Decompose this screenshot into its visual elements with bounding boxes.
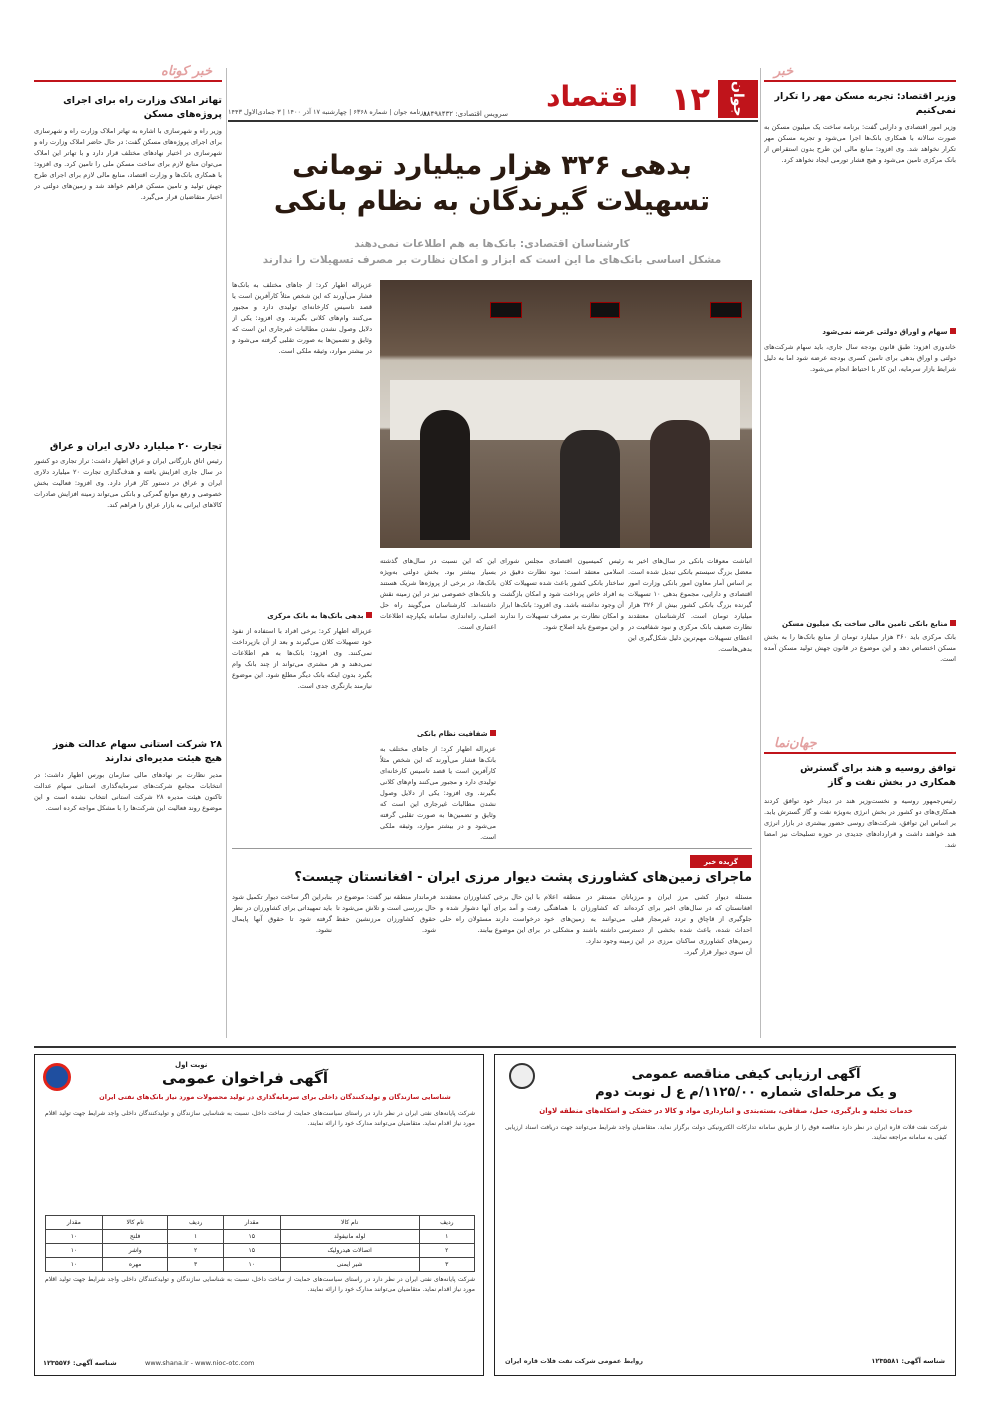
main-sub-2: مشکل اساسی بانک‌های ما این است که ابزار و امکان نظارت بر مصرف تسهیلات را ندارند (262, 254, 722, 266)
border-col-2: مرزبانان مستقر در منطقه اعلام کرده‌اند که کشاورزان با هماهنگی قبلی می‌توانند به زمین‌های خود دسترسی داشته باشند و مشکلی در این زمینه وجود ندارد. (544, 893, 644, 945)
photo-customer-2 (560, 430, 620, 548)
bank-photo (380, 280, 752, 548)
left-item2-body: رئیس اتاق بازرگانی ایران و عراق اظهار داشت: تراز تجاری دو کشور در سال جاری افزایش یافته و هدف‌گذاری تجارت ۲۰ میلیارد دلاری ایران و عراق در دستور کار قرار دارد. وی افزود: فعالیت بخش خصوصی و رفع موانع گمرکی و بانکی می‌تواند زمینه افزایش صادرات کالاهای ایرانی به بازار عراق را فراهم کند. (34, 457, 222, 509)
border-headline: ماجرای زمین‌های کشاورزی پشت دیوار مرزی ایران - افغانستان چیست؟ (294, 870, 752, 885)
service-phone: سرویس اقتصادی: ۸۸۴۹۸۴۳۲ (422, 110, 508, 118)
ad-left-badge: نوبت اول (175, 1061, 208, 1069)
ad-left-table (45, 1215, 475, 1272)
table-header-row: ردیف نام کالا مقدار ردیف نام کالا مقدار (46, 1216, 475, 1230)
ad-left-body: شرکت پایانه‌های نفتی ایران در نظر دارد در راستای سیاست‌های حمایت از ساخت داخل، نسبت به شناسایی سازندگان و تولیدکنندگان داخلی واجد شرایط جهت تولید اقلام مورد نیاز اقدام نماید. متقاضیان می‌توانند مدارک خود را ارائه نمایند. (45, 1110, 475, 1127)
left-col-divider (226, 68, 227, 1038)
main-col-c: رئیس کمیسیون اقتصادی مجلس شورای اسلامی معتقد است: نبود نظارت دقیق در ساختار بانکی کشور باعث شده تسهیلات کلان به افراد خاص پرداخت شود و امکان بازگشت آن وجود نداشته باشد. وی افزود: بانک‌ها ابزار و امکان نظارت بر مصرف تسهیلات را ندارند و این موضوع باید اصلاح شود. (500, 557, 624, 631)
logo: جوان (730, 81, 746, 117)
left-col (34, 64, 222, 1048)
page-number: ۱۲ (670, 80, 710, 118)
left-item1-title: تهاتر املاک وزارت راه برای اجرای پروژه‌های مسکن (63, 95, 222, 120)
left-item1-body: وزیر راه و شهرسازی با اشاره به تهاتر املاک وزارت راه و شهرسازی برای اجرای پروژه‌های مسکن گفت: در حال حاضر املاک وزارت راه و شهرسازی در اختیار نهادهای مختلف قرار دارد و با تهاتر این املاک می‌توان منابع لازم برای ساخت مسکن ملی را تامین کرد. وی افزود: با همکاری بانک‌ها و وزارت اقتصاد، منابع مالی لازم برای اجرای طرح جهش تولید و تامین مسکن فراهم خواهد شد و زمین‌های دولتی در اختیار متقاضیان قرار می‌گیرد. (34, 127, 222, 201)
main-headline-1: بدهی ۳۲۶ هزار میلیارد تومانی (292, 150, 692, 181)
logo-box (718, 80, 758, 118)
main-col-b: انباشت معوقات بانکی در سال‌های اخیر به معضل بزرگ سیستم بانکی تبدیل شده است. بر اساس آمار معاون امور بانکی وزارت امور اقتصادی و دارایی، مجموع بدهی ۱۰ تسهیلات گیرنده بزرگ بانکی کشور بیش از ۳۲۶ هزار میلیارد تومان است. کارشناسان معتقدند نظارت ضعیف بانک مرکزی و نبود شفافیت در اعطای تسهیلات مهم‌ترین دلیل شکل‌گیری این بدهی‌هاست. (628, 557, 752, 653)
sub-marker-icon (950, 328, 956, 334)
main-lead: عزیزاله اظهار کرد: از جاهای مختلف به بانک‌ها فشار می‌آورند که این شخص مثلاً کارآفرین است یا قصد تاسیس کارخانه‌ای تولیدی دارد و مجبور می‌کنند وام‌های کلانی بگیرند. وی افزود: یکی از دلایل وصول نشدن مطالبات غیرجاری این است که وثایق و تضمین‌ها به صورت تقلبی گرفته می‌شود و در بیشتر موارد، وثیقه ملکی است. (232, 281, 372, 355)
ad-right-subtitle: خدمات تخلیه و بارگیری، حمل، صفافی، بسته‌بندی و انبارداری مواد و کالا در خشکی و اسکله‌های منطقه لاوان (539, 1107, 913, 1115)
ad-left-id: شناسه آگهی: ۱۲۳۵۵۷۶ (43, 1359, 117, 1367)
right-item2-body: رئیس‌جمهور روسیه و نخست‌وزیر هند در دیدار خود توافق کردند همکاری‌های دو کشور در بخش انرژی به‌ویژه نفت و گاز گسترش یابد. بر اساس این توافق، شرکت‌های روسی حضور بیشتری در بازار انرژی هند خواهند داشت و قراردادهای جدیدی در حوزه تسلیحات نیز امضا شد. (764, 797, 956, 849)
left-item3-title: ۲۸ شرکت استانی سهام عدالت هنوز هیچ هیئت مدیره‌ای ندارند (52, 739, 222, 764)
border-col-1: مسئله دیوار کشی مرز ایران و افغانستان که در سال‌های اخیر برای جلوگیری از قاچاق و تردد غیرمجاز احداث شده، باعث شده بخشی از زمین‌های کشاورزی ساکنان مرزی در آن سوی دیوار قرار گیرد. (648, 893, 752, 956)
right-col (764, 64, 956, 1048)
main-headline-2: تسهیلات گیرندگان به نظام بانکی (273, 186, 711, 217)
table-row: ۳ شیر ایمنی ۱۰ ۳ مهره ۱۰ (46, 1258, 475, 1272)
ad-left-body-2: شرکت پایانه‌های نفتی ایران در نظر دارد در راستای سیاست‌های حمایت از ساخت داخل، نسبت به شناسایی سازندگان و تولیدکنندگان داخلی واجد شرایط جهت تولید اقلام مورد نیاز اقدام نماید. متقاضیان می‌توانند مدارک خود را ارائه نمایند. (45, 1276, 475, 1293)
right-col-divider (760, 68, 761, 1038)
world-label: جهان‌نما (764, 740, 956, 754)
ad-right (494, 1054, 956, 1376)
sub-marker-icon (950, 620, 956, 626)
ad-left (34, 1054, 484, 1376)
sub-marker-icon (490, 730, 496, 736)
right-item1-body: وزیر امور اقتصادی و دارایی گفت: برنامه ساخت یک میلیون مسکن به صورت سالانه با همکاری بانک‌ها اجرا می‌شود و تجربه مسکن مهر تکرار نخواهد شد. وی افزود: منابع مالی این طرح بدون استقراض از بانک مرکزی تامین می‌شود و هیچ فشار تورمی ایجاد نخواهد کرد. (764, 123, 956, 164)
left-item3-body: مدیر نظارت بر نهادهای مالی سازمان بورس اظهار داشت: در انتخابات مجامع شرکت‌های سرمایه‌گذاری استانی سهام عدالت تاکنون هیئت مدیره ۲۸ شرکت استانی انتخاب نشده است و این موضوع روند فعالیت این شرکت‌ها را با مشکل مواجه کرده است. (34, 771, 222, 812)
left-item2-title: تجارت ۲۰ میلیارد دلاری ایران و عراق (49, 441, 222, 452)
short-news-label: خبر کوتاه (34, 68, 222, 82)
ad-right-title-1: آگهی ارزیابی کیفی مناقصه عمومی (631, 1067, 861, 1082)
issue-info: روزنامه جوان | شماره ۶۳۶۸ | چهارشنبه ۱۷ آذر ۱۴۰۰ | ۳ جمادی‌الاول ۱۴۴۳ (228, 108, 430, 116)
ad-left-footer: www.shana.ir - www.nioc-otc.com (145, 1359, 255, 1367)
ad-left-subtitle: شناسایی سازندگان و تولیدکنندگان داخلی برای سرمایه‌گذاری در تولید محصولات مورد نیاز بانک‌های نفتی ایران (99, 1093, 451, 1101)
border-col-4: فرماندار منطقه نیز گفت: موضوع در حال بررسی است و تلاش می‌شود تا حقوق کشاورزان مرزنشین حفظ شود. (336, 893, 436, 934)
right-item1-title: وزیر اقتصاد: تجربه مسکن مهر را تکرار نمی‌کنیم (774, 91, 956, 116)
border-col-5: بنابراین اگر ساخت دیوار تکمیل شود باید تمهیداتی برای کشاورزان در نظر گرفته شود تا حقوق آنها پایمال نشود. (232, 893, 332, 934)
border-rule (232, 848, 752, 849)
border-col-3: با این حال برخی کشاورزان معتقدند رفت و آمد برای آنها دشوار شده و درخواست دارند مسئولان راه حلی برای این موضوع بیابند. (440, 893, 540, 934)
main-sub-1: کارشناسان اقتصادی: بانک‌ها به هم اطلاعات نمی‌دهند (354, 238, 630, 250)
main-col-e: عزیزاله اظهار کرد: برخی افراد با استفاده از نفوذ خود تسهیلات کلان می‌گیرند و بعد از آن بازپرداخت نمی‌کنند. وی افزود: بانک‌ها به هم اطلاعات نمی‌دهند و هر مشتری می‌تواند از چند بانک وام بگیرد بدون اینکه بانک دیگر مطلع شود. این موضوع نیازمند بازنگری جدی است. (232, 627, 372, 690)
border-label: گزیده خبر (690, 855, 752, 868)
news-label: خبر (764, 68, 956, 82)
ad-right-footer: روابط عمومی شرکت نفت فلات قاره ایران (505, 1357, 644, 1365)
photo-display-1 (490, 302, 522, 318)
main-box-title: بدهی بانک‌ها به بانک مرکزی (232, 612, 372, 620)
nico-logo-icon (509, 1063, 535, 1089)
table-row: ۱ لوله مانیفولد ۱۵ ۱ فلنج ۱۰ (46, 1230, 475, 1244)
ads-rule (34, 1046, 956, 1048)
masthead (228, 80, 758, 120)
main-col-d: این که این نسبت در سال‌های گذشته بسیار بیشتر بود. بخش دولتی به‌ویژه بانک‌ها، در برخی از پروژه‌ها شریک هستند و بانک‌های خصوصی نیز در این زمینه نقش داشته‌اند. کارشناسان می‌گویند راه حل اصلی، راه‌اندازی سامانه یکپارچه اطلاعات اعتباری است. (380, 557, 496, 631)
section-title: اقتصاد (546, 80, 638, 113)
right-sub1: سهام و اوراق دولتی عرضه نمی‌شود (764, 328, 956, 336)
right-item1-body2: خاندوزی افزود: طبق قانون بودجه سال جاری، باید سهام شرکت‌های دولتی و اوراق بدهی برای تامین کسری بودجه عرضه شود اما به دلیل شرایط بازار سرمایه، این کار با احتیاط انجام می‌شود. (764, 343, 956, 373)
ad-right-body: شرکت نفت فلات قاره ایران در نظر دارد مناقصه فوق را از طریق سامانه تدارکات الکترونیکی دولت برگزار نماید. متقاضیان واجد شرایط می‌توانند جهت دریافت اسناد ارزیابی کیفی به سامانه مراجعه نمایند. (505, 1124, 947, 1141)
photo-customer-1 (420, 410, 470, 540)
ad-right-id: شناسه آگهی: ۱۲۳۵۵۸۱ (871, 1357, 945, 1365)
table-row: ۲ اتصالات هیدرولیک ۱۵ ۲ واشر ۱۰ (46, 1244, 475, 1258)
main-col-d2: عزیزاله اظهار کرد: از جاهای مختلف به بانک‌ها فشار می‌آورند که این شخص مثلاً کارآفرین است یا قصد تاسیس کارخانه‌ای تولیدی دارد و مجبور می‌کنند وام‌های کلانی بگیرند. وی افزود: یکی از دلایل وصول نشدن مطالبات غیرجاری این است که وثایق و تضمین‌ها به صورت تقلبی گرفته می‌شود و در بیشتر موارد، وثیقه ملکی است. (380, 745, 496, 841)
sub-marker-icon (366, 612, 372, 618)
photo-customer-3 (650, 420, 710, 548)
photo-display-2 (590, 302, 620, 318)
right-item2-title: توافق روسیه و هند برای گسترش همکاری در بخش نفت و گاز (800, 763, 956, 788)
photo-display-3 (710, 302, 742, 318)
main-sec-title: شفافیت نظام بانکی (380, 730, 496, 738)
nioc-logo-icon (43, 1063, 71, 1091)
ad-left-title: آگهی فراخوان عمومی (161, 1069, 328, 1087)
ad-right-title-2: و یک مرحله‌ای شماره ۱۱۲۵/۰۰/م ع ل نوبت دوم (595, 1085, 897, 1100)
right-item1-body3: بانک مرکزی باید ۳۶۰ هزار میلیارد تومان از منابع بانک‌ها را به بخش مسکن اختصاص دهد و این موضوع در قانون جهش تولید مسکن آمده است. (764, 633, 956, 663)
right-sub2: منابع بانکی تامین مالی ساخت یک میلیون مسکن (764, 620, 956, 628)
masthead-rule (228, 120, 758, 122)
